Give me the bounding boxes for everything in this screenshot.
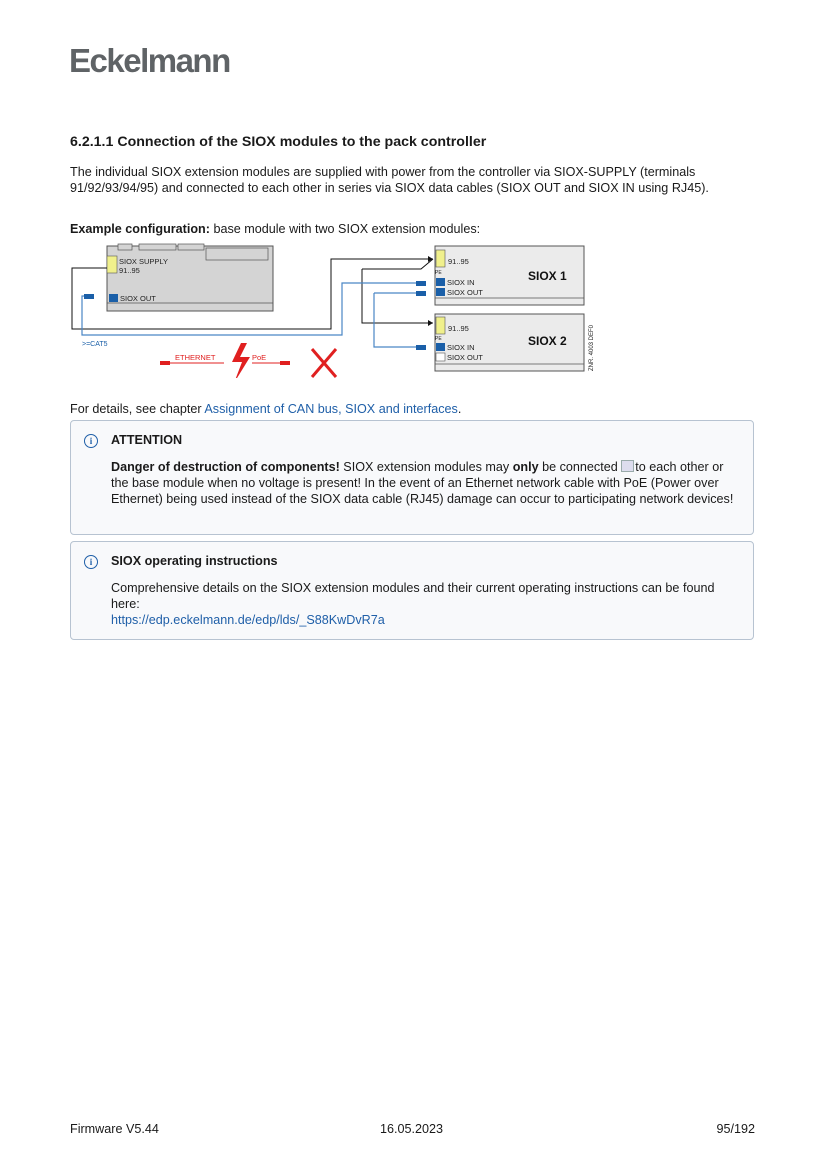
svg-text:PoE: PoE [252, 353, 267, 362]
svg-text:SIOX 1: SIOX 1 [528, 269, 567, 283]
base-module [107, 244, 273, 311]
footer-firmware: Firmware V5.44 [70, 1122, 159, 1136]
svg-text:SIOX OUT: SIOX OUT [120, 294, 156, 303]
svg-text:SIOX 2: SIOX 2 [528, 334, 567, 348]
svg-text:>=CAT5: >=CAT5 [82, 341, 108, 348]
attention-note [70, 420, 754, 535]
operating-instructions-note [70, 541, 754, 640]
svg-text:PE: PE [435, 336, 442, 342]
siox1-module [435, 246, 584, 305]
details-suffix: . [457, 402, 462, 416]
svg-text:SIOX OUT: SIOX OUT [447, 353, 483, 362]
note-title: SIOX operating instructions [111, 554, 278, 568]
info-icon: i [84, 555, 98, 569]
example-paragraph [70, 221, 760, 237]
svg-text:PE: PE [435, 270, 442, 276]
example-label: Example configuration: [70, 222, 210, 236]
footer-date: 16.05.2023 [380, 1122, 444, 1136]
note-text: Comprehensive details on the SIOX extension modules and their current operating instructions can be found here: [111, 581, 715, 611]
eckelmann-logo: Eckelmann [69, 42, 230, 79]
svg-text:SIOX SUPPLY: SIOX SUPPLY [119, 257, 169, 266]
svg-text:SIOX OUT: SIOX OUT [447, 288, 483, 297]
note-body [111, 580, 741, 628]
inline-image-icon [621, 460, 634, 472]
note-text: be connected [538, 460, 622, 474]
svg-text:91..95: 91..95 [448, 257, 469, 266]
warning-lead: Danger of destruction of components! [111, 460, 340, 474]
note-text: SIOX extension modules may [339, 460, 513, 474]
chapter-link[interactable]: Assignment of CAN bus, SIOX and interfaces [204, 402, 458, 416]
instructions-link[interactable]: https://edp.eckelmann.de/edp/lds/_S88KwDvR7a [111, 613, 385, 627]
note-body [111, 459, 741, 507]
svg-text:SIOX IN: SIOX IN [447, 343, 475, 352]
svg-text:SIOX IN: SIOX IN [447, 278, 475, 287]
svg-text:ETHERNET: ETHERNET [175, 353, 216, 362]
svg-text:91..95: 91..95 [119, 266, 140, 275]
siox2-module [435, 314, 584, 371]
details-prefix: For details, see chapter [70, 402, 205, 416]
svg-text:91..95: 91..95 [448, 324, 469, 333]
section-heading: 6.2.1.1 Connection of the SIOX modules to the pack controller [70, 134, 487, 150]
note-title: ATTENTION [111, 433, 183, 447]
note-text: to each other or the base module when no voltage is present! In the event of an Ethernet network cable with PoE (Power over Ethernet) being used instead of the SIOX data cable (RJ45) damage can occur to participating network devices! [111, 460, 734, 506]
svg-text:ZNR. 4003 DEF0: ZNR. 4003 DEF0 [589, 324, 595, 371]
details-paragraph [70, 401, 760, 417]
intro-paragraph: The individual SIOX extension modules are supplied with power from the controller via SIOX-SUPPLY (terminals 91/92/93/94/95) and connected to each other in series via SIOX data cables (SIOX OUT and SIOX IN using RJ45). [70, 165, 709, 195]
info-icon: i [84, 434, 98, 448]
example-text: base module with two SIOX extension modules: [209, 222, 481, 236]
footer-page-number: 95/192 [716, 1122, 755, 1136]
emphasis-only: only [512, 460, 539, 474]
siox-wiring-diagram [66, 243, 596, 378]
